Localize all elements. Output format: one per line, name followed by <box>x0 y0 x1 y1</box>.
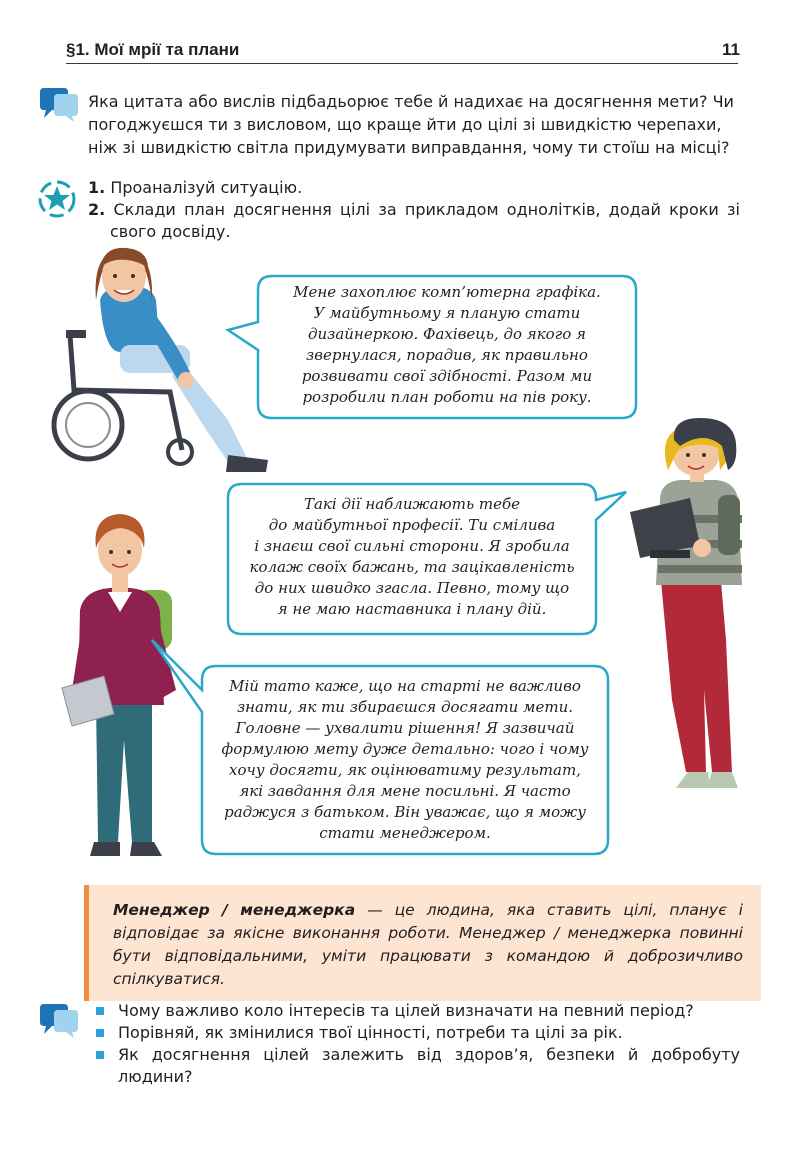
bubble-line: Головне — ухвалити рішення! Я зазвичай <box>235 719 575 737</box>
question-text: Порівняй, як змінилися твої цінності, потреби та цілі за рік. <box>118 1023 623 1042</box>
bubble-line: Мене захоплює комп’ютерна графіка. <box>293 283 601 301</box>
bubble-text-wheelchair-girl <box>262 282 632 408</box>
bubble-line: до майбутньої професії. Ти смілива <box>268 516 556 534</box>
definition-term: Менеджер / менеджерка <box>113 901 356 919</box>
bubble-line: формулюю мету дуже детально: чого і чому <box>221 740 589 758</box>
wheelchair-girl-illustration <box>54 248 268 472</box>
task-number: 1. <box>88 178 106 197</box>
section-title: §1. Мої мрії та плани <box>66 40 240 59</box>
bubble-line: Такі дії наближають тебе <box>303 495 521 513</box>
bubble-line: хочу досягти, як оцінюватиму результат, <box>229 761 581 779</box>
bubble-line: Мій тато каже, що на старті не важливо <box>229 677 581 695</box>
bubble-text-boy <box>206 676 604 844</box>
bubble-line: які завдання для мене посильні. Я часто <box>239 782 571 800</box>
bubble-line: раджуся з батьком. Він уважає, що я можу <box>224 803 586 821</box>
bubble-line: колаж своїх бажань, та зацікавленість <box>249 558 575 576</box>
task-text: Склади план досягнення цілі за прикладом однолітків, додай кроки зі свого досвіду. <box>110 200 741 241</box>
bubble-line: розробили план роботи на пів року. <box>302 388 592 406</box>
list-item <box>96 1044 740 1088</box>
task-number: 2. <box>88 200 106 219</box>
bubble-line: я не маю наставника і плану дій. <box>277 600 547 618</box>
bubble-line: до них швидко згасла. Певно, тому що <box>254 579 570 597</box>
bullet-square-icon <box>96 1007 104 1015</box>
discussion-icon <box>38 1004 80 1038</box>
list-item <box>96 1000 740 1022</box>
bubble-line: дизайнеркою. Фахівець, до якого я <box>307 325 586 343</box>
question-text: Чому важливо коло інтересів та цілей визначати на певний період? <box>118 1001 694 1020</box>
bullet-square-icon <box>96 1029 104 1037</box>
bubble-line: стати менеджером. <box>319 824 491 842</box>
bubble-text-laptop-girl <box>232 494 592 620</box>
bubble-line: звернулася, порадив, як правильно <box>306 346 588 364</box>
question-list <box>96 1000 740 1088</box>
page-number: 11 <box>722 40 740 59</box>
bullet-square-icon <box>96 1051 104 1059</box>
bubble-line: і знаєш свої сильні сторони. Я зробила <box>254 537 570 555</box>
boy-illustration <box>62 514 176 856</box>
list-item <box>96 1022 740 1044</box>
question-text: Як досягнення цілей залежить від здоров’я, безпеки й добробуту людини? <box>118 1045 740 1086</box>
discussion-question: Яка цитата або вислів підбадьорює тебе й надихає на досягнення мети? Чи погоджуєшся ти з висловом, що краще йти до цілі зі швидкістю черепахи, ніж зі швидкістю світла придумувати виправдання, чому ти стоїш на місці? <box>88 92 734 157</box>
definition-box <box>84 885 761 1001</box>
task-text: Проаналізуй ситуацію. <box>110 178 303 197</box>
laptop-girl-illustration <box>630 418 742 788</box>
bubble-line: У майбутньому я планую стати <box>313 304 581 322</box>
bubble-line: знати, як ти збираєшся досягати мети. <box>237 698 573 716</box>
definition-text: — це людина, яка ставить цілі, планує і відповідає за якісне виконання роботи. Менеджер / менеджерка повинні бути відповідальними, уміти працювати з командою й доброзичливо спілкуватися. <box>113 901 743 988</box>
bubble-line: розвивати свої здібності. Разом ми <box>301 367 593 385</box>
